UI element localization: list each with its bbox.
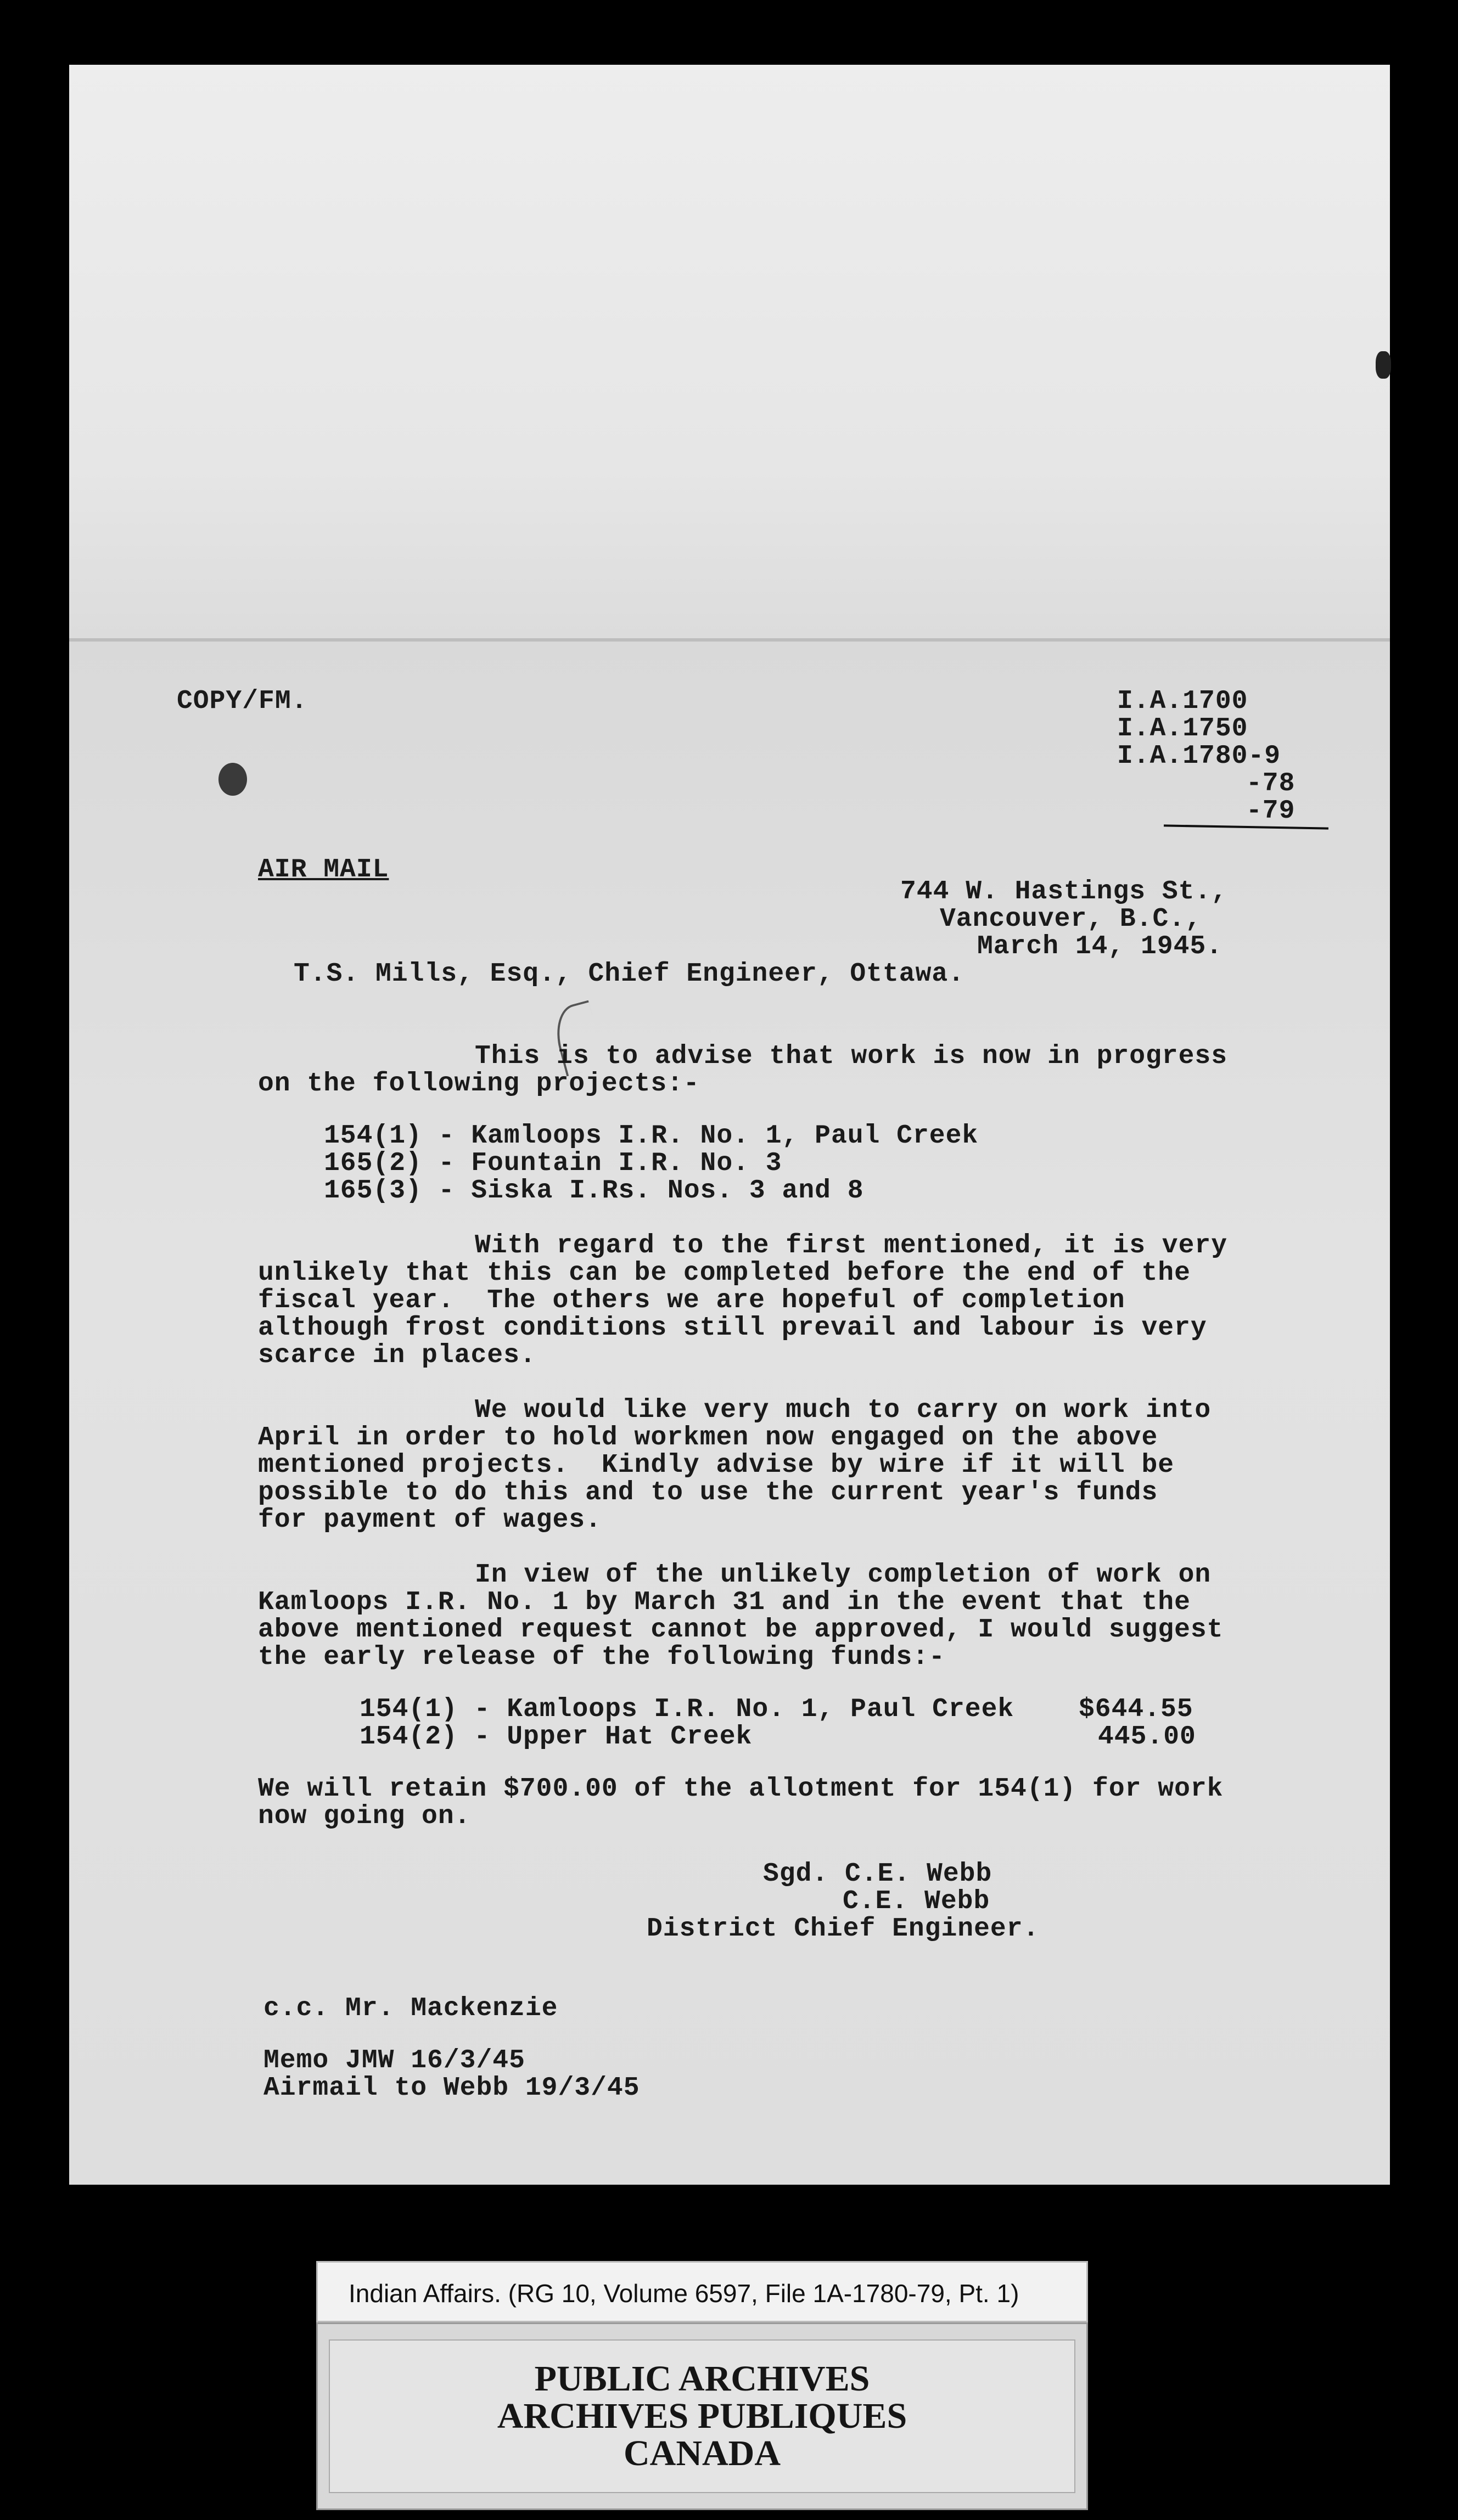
project-item: 154(1) - Kamloops I.R. No. 1, Paul Creek [324, 1121, 979, 1151]
address-line: Vancouver, B.C., [940, 904, 1202, 934]
body-line: We would like very much to carry on work into [475, 1396, 1212, 1425]
air-mail-label: AIR MAIL [258, 855, 389, 885]
memo-line: Airmail to Webb 19/3/45 [263, 2073, 640, 2103]
fund-amount: 445.00 [1098, 1722, 1196, 1752]
body-line: With regard to the first mentioned, it is very [475, 1231, 1228, 1261]
fund-item: 154(2) - Upper Hat Creek [360, 1722, 753, 1752]
page-mark [1376, 351, 1391, 379]
fund-amount: $644.55 [1079, 1695, 1193, 1724]
body-line: This is to advise that work is now in progress [475, 1042, 1228, 1071]
file-ref: I.A.1700 [1117, 687, 1248, 716]
address-line: 744 W. Hastings St., [900, 877, 1228, 907]
stamp-line: ARCHIVES PUBLIQUES [497, 2396, 907, 2436]
body-line: possible to do this and to use the current year's funds [258, 1478, 1158, 1508]
body-line: mentioned projects. Kindly advise by wire if it will be [258, 1450, 1175, 1480]
body-line: scarce in places. [258, 1341, 536, 1370]
stamp-line: CANADA [624, 2433, 781, 2473]
fund-item: 154(1) - Kamloops I.R. No. 1, Paul Creek [360, 1695, 1014, 1724]
copy-mark: COPY/FM. [177, 687, 308, 716]
paper-flap [69, 65, 1390, 638]
body-line: We will retain $700.00 of the allotment for 154(1) for work [258, 1774, 1224, 1804]
body-line: now going on. [258, 1802, 471, 1831]
body-line: fiscal year. The others we are hopeful of completion [258, 1286, 1125, 1315]
file-ref: -78 [1246, 769, 1296, 798]
body-line: unlikely that this can be completed before the end of the [258, 1258, 1191, 1288]
signature-name: C.E. Webb [843, 1887, 990, 1916]
archive-stamp [316, 2322, 1088, 2510]
file-ref: I.A.1780-9 [1117, 741, 1281, 771]
archive-stamp-inner [329, 2339, 1075, 2493]
file-ref: I.A.1750 [1117, 714, 1248, 744]
punch-hole [218, 763, 247, 796]
recipient: T.S. Mills, Esq., Chief Engineer, Ottawa. [294, 959, 964, 989]
body-line: April in order to hold workmen now engaged on the above [258, 1423, 1158, 1453]
archive-caption: Indian Affairs. (RG 10, Volume 6597, File 1A-1780-79, Pt. 1) [316, 2261, 1088, 2322]
body-line: for payment of wages. [258, 1505, 602, 1535]
file-ref: -79 [1246, 796, 1296, 826]
letter-date: March 14, 1945. [977, 932, 1223, 961]
body-line: Kamloops I.R. No. 1 by March 31 and in the event that the [258, 1588, 1191, 1617]
body-line: although frost conditions still prevail and labour is very [258, 1313, 1207, 1343]
cc-line: c.c. Mr. Mackenzie [263, 1994, 558, 2023]
signature-line: Sgd. C.E. Webb [763, 1859, 992, 1889]
body-line: In view of the unlikely completion of work on [475, 1560, 1212, 1590]
project-item: 165(2) - Fountain I.R. No. 3 [324, 1149, 782, 1178]
project-item: 165(3) - Siska I.Rs. Nos. 3 and 8 [324, 1176, 864, 1206]
body-line: the early release of the following funds:- [258, 1643, 945, 1672]
body-line: on the following projects:- [258, 1069, 700, 1099]
signature-title: District Chief Engineer. [647, 1914, 1040, 1944]
memo-line: Memo JMW 16/3/45 [263, 2046, 525, 2075]
body-line: above mentioned request cannot be approved, I would suggest [258, 1615, 1224, 1645]
stamp-line: PUBLIC ARCHIVES [534, 2359, 870, 2399]
